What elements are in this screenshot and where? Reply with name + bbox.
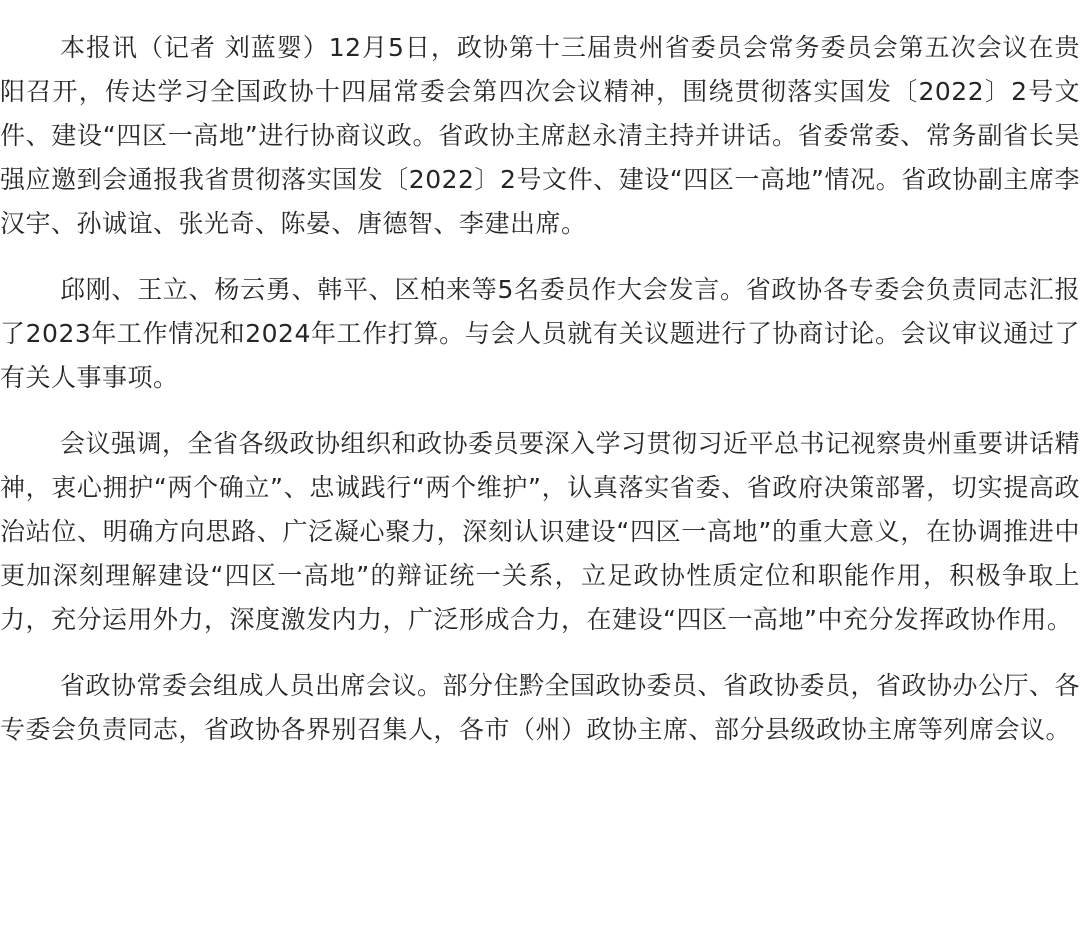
article-paragraph-3: 会议强调，全省各级政协组织和政协委员要深入学习贯彻习近平总书记视察贵州重要讲话精神，衷心拥护“两个确立”、忠诚践行“两个维护”，认真落实省委、省政府决策部署，切实提高政治站位、明确方向思路、广泛凝心聚力，深刻认识建设“四区一高地”的重大意义，在协调推进中更加深刻理解建设“四区一高地”的辩证统一关系，立足政协性质定位和职能作用，积极争取上力，充分运用外力，深度激发内力，广泛形成合力，在建设“四区一高地”中充分发挥政协作用。 [0,429,1080,634]
article-paragraph-1: 本报讯（记者 刘蓝婴）12月5日，政协第十三届贵州省委员会常务委员会第五次会议在贵阳召开，传达学习全国政协十四届常委会第四次会议精神，围绕贯彻落实国发〔2022〕2号文件、建设“四区一高地”进行协商议政。省政协主席赵永清主持并讲话。省委常委、常务副省长吴强应邀到会通报我省贯彻落实国发〔2022〕2号文件、建设“四区一高地”情况。省政协副主席李汉宇、孙诚谊、张光奇、陈晏、唐德智、李建出席。 [0,33,1080,238]
article-paragraph-2: 邱刚、王立、杨云勇、韩平、区柏来等5名委员作大会发言。省政协各专委会负责同志汇报了2023年工作情况和2024年工作打算。与会人员就有关议题进行了协商讨论。会议审议通过了有关人事事项。 [0,275,1080,392]
article-paragraph-4: 省政协常委会组成人员出席会议。部分住黔全国政协委员、省政协委员，省政协办公厅、各专委会负责同志，省政协各界别召集人，各市（州）政协主席、部分县级政协主席等列席会议。 [0,671,1080,744]
news-article [0,26,1080,774]
